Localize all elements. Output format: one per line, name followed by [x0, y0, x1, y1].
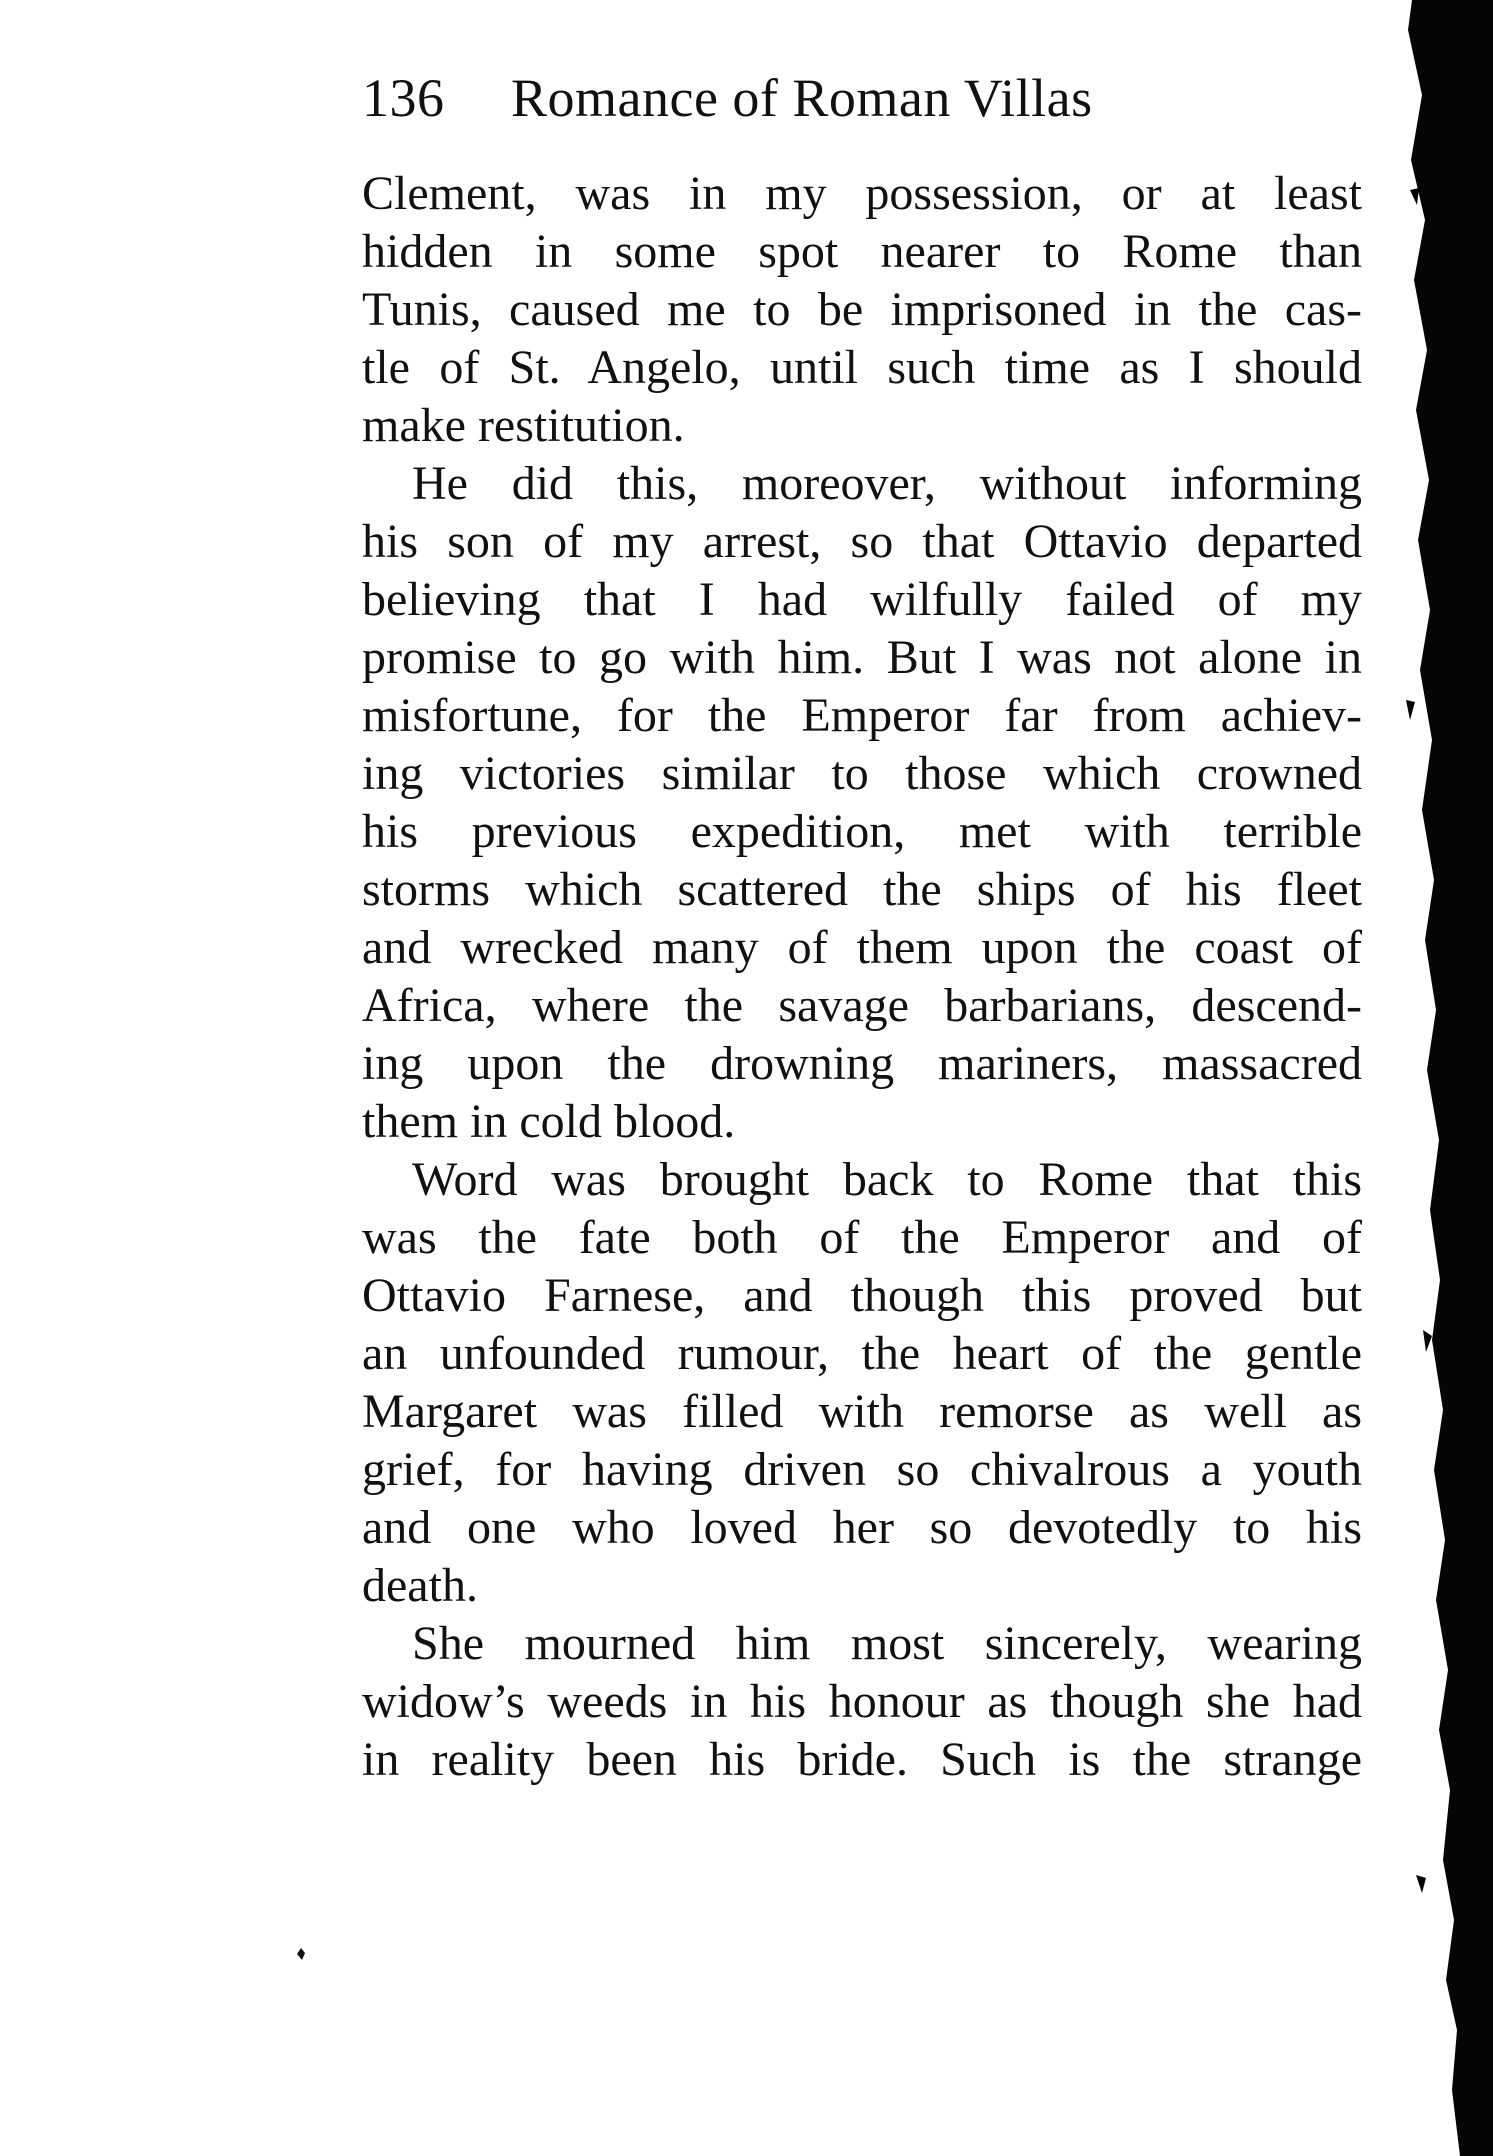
- text-line: in reality been his bride. Such is the strange: [362, 1733, 1362, 1786]
- text-line: his son of my arrest, so that Ottavio departed: [362, 515, 1362, 568]
- text-line: make restitution.: [362, 399, 685, 452]
- paragraph-first-line: Word was brought back to Rome that this: [412, 1153, 1362, 1206]
- scan-shadow-shape: [1408, 0, 1493, 2156]
- text-line: ing upon the drowning mariners, massacred: [362, 1037, 1362, 1090]
- text-line: storms which scattered the ships of his fleet: [362, 863, 1362, 916]
- text-line: ing victories similar to those which crowned: [362, 747, 1362, 800]
- text-line: tle of St. Angelo, until such time as I should: [362, 341, 1362, 394]
- paragraph-first-line: She mourned him most sincerely, wearing: [412, 1617, 1362, 1670]
- text-line: and one who loved her so devotedly to his: [362, 1501, 1362, 1554]
- text-line: misfortune, for the Emperor far from achiev-: [362, 689, 1362, 742]
- text-line: was the fate both of the Emperor and of: [362, 1211, 1362, 1264]
- stray-ink-mark: [296, 1948, 306, 1960]
- paragraph-first-line: He did this, moreover, without informing: [412, 457, 1362, 510]
- text-line: an unfounded rumour, the heart of the gentle: [362, 1327, 1362, 1380]
- text-line: widow’s weeds in his honour as though she had: [362, 1675, 1362, 1728]
- running-head: [362, 58, 1362, 138]
- text-line: believing that I had wilfully failed of my: [362, 573, 1362, 626]
- text-line: Tunis, caused me to be imprisoned in the cas-: [362, 283, 1362, 336]
- text-line: promise to go with him. But I was not alone in: [362, 631, 1362, 684]
- page-number: 136: [362, 68, 445, 128]
- stray-ink-dot: [297, 1948, 305, 1960]
- text-line: Margaret was filled with remorse as well as: [362, 1385, 1362, 1438]
- scan-edge-shadow: [1388, 0, 1493, 2156]
- text-line: Ottavio Farnese, and though this proved but: [362, 1269, 1362, 1322]
- running-title: Romance of Roman Villas: [511, 68, 1093, 128]
- text-line: and wrecked many of them upon the coast of: [362, 921, 1362, 974]
- text-line: death.: [362, 1559, 478, 1612]
- text-line: hidden in some spot nearer to Rome than: [362, 225, 1362, 278]
- text-line: his previous expedition, met with terrible: [362, 805, 1362, 858]
- text-line: them in cold blood.: [362, 1095, 736, 1148]
- text-line: Clement, was in my possession, or at least: [362, 167, 1362, 220]
- text-line: grief, for having driven so chivalrous a youth: [362, 1443, 1362, 1496]
- text-line: Africa, where the savage barbarians, descend-: [362, 979, 1362, 1032]
